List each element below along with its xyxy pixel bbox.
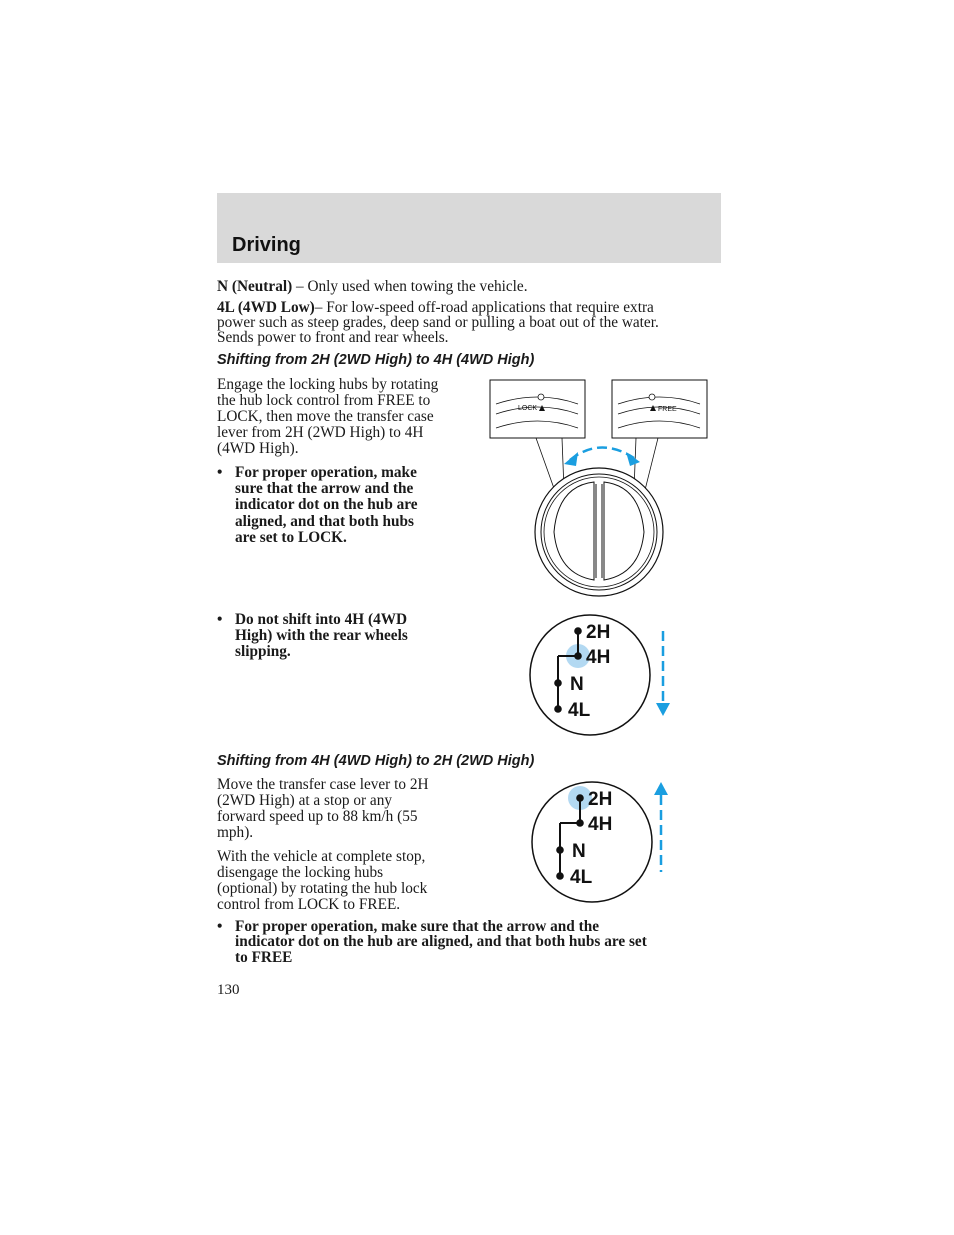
- position-label-4h: 4H: [588, 814, 613, 835]
- position-dot: [576, 819, 584, 827]
- page-number: 130: [217, 982, 240, 998]
- position-dot: [574, 627, 582, 635]
- position-dot: [556, 872, 564, 880]
- section1-body-line: Engage the locking hubs by rotating: [217, 376, 439, 393]
- position-dot: [554, 705, 562, 713]
- position-label-4l: 4L: [568, 700, 591, 721]
- bullet-line: For proper operation, make sure that the arrow and the: [235, 918, 599, 935]
- section2-body-line: disengage the locking hubs: [217, 864, 384, 881]
- free-label: FREE: [658, 406, 677, 413]
- low-term: 4L (4WD Low): [217, 299, 315, 316]
- arrow-right-icon: [626, 452, 640, 466]
- lock-inset: [490, 380, 585, 438]
- hub-dial: [535, 468, 663, 596]
- arrow-up-icon: [654, 782, 668, 795]
- lock-label: LOCK: [518, 405, 538, 412]
- bullet-line: indicator dot on the hub are aligned, and that both hubs are set: [235, 933, 647, 950]
- arrow-left-icon: [564, 452, 578, 466]
- position-dot: [556, 846, 564, 854]
- position-dot: [576, 794, 584, 802]
- section2-bullet: [217, 919, 727, 969]
- section2-body-line: control from LOCK to FREE.: [217, 896, 401, 913]
- position-label-2h: 2H: [588, 789, 613, 810]
- bullet-line: sure that the arrow and the: [235, 480, 414, 497]
- section2-heading: Shifting from 4H (4WD High) to 2H (2WD High): [217, 753, 535, 769]
- neutral-term: N (Neutral): [217, 278, 293, 295]
- arrow-down-icon: [656, 703, 670, 716]
- rotation-arrow: [570, 447, 634, 460]
- section2-body-line: (optional) by rotating the hub lock: [217, 880, 428, 897]
- hub-lock-diagram: [488, 378, 710, 596]
- indicator-dot-icon: [538, 394, 544, 400]
- bullet-line: aligned, and that both hubs: [235, 513, 414, 530]
- low-paragraph-line3: Sends power to front and rear wheels.: [217, 329, 449, 346]
- position-dot: [574, 652, 582, 660]
- section1-bullet-1: [217, 465, 477, 549]
- bullet-dot: •: [217, 611, 223, 628]
- section2-body-line: With the vehicle at complete stop,: [217, 848, 426, 865]
- section2-body-line: mph).: [217, 824, 254, 841]
- bullet-line: to FREE: [235, 949, 293, 966]
- section2-body-line: Move the transfer case lever to 2H: [217, 776, 429, 793]
- position-label-n: N: [572, 841, 586, 862]
- bullet-line: slipping.: [235, 643, 291, 660]
- position-label-4h: 4H: [586, 647, 611, 668]
- section1-bullet-2: [217, 612, 477, 662]
- position-label-n: N: [570, 674, 584, 695]
- shift-pattern-diagram-2: [530, 780, 680, 905]
- low-paragraph-line2: power such as steep grades, deep sand or pulling a boat out of the water.: [217, 314, 659, 331]
- bullet-line: are set to LOCK.: [235, 529, 347, 546]
- position-label-2h: 2H: [586, 622, 611, 643]
- section-title: Driving: [232, 234, 301, 256]
- shift-pattern-diagram-1: [528, 615, 678, 740]
- bullet-line: High) with the rear wheels: [235, 627, 408, 644]
- bullet-line: Do not shift into 4H (4WD: [235, 611, 408, 628]
- section1-body-line: LOCK, then move the transfer case: [217, 408, 434, 425]
- section1-heading: Shifting from 2H (2WD High) to 4H (4WD High): [217, 352, 535, 368]
- indicator-dot-icon: [649, 394, 655, 400]
- bullet-dot: •: [217, 918, 223, 935]
- low-text-1: – For low-speed off-road applications that require extra: [314, 299, 654, 316]
- section1-body-line: the hub lock control from FREE to: [217, 392, 431, 409]
- position-dot: [554, 679, 562, 687]
- section2-body-line: (2WD High) at a stop or any: [217, 792, 393, 809]
- position-label-4l: 4L: [570, 867, 593, 888]
- section1-body-line: lever from 2H (2WD High) to 4H: [217, 424, 424, 441]
- section1-body-line: (4WD High).: [217, 440, 299, 457]
- section2-body-line: forward speed up to 88 km/h (55: [217, 808, 418, 825]
- neutral-paragraph: [217, 279, 528, 295]
- bullet-line: For proper operation, make: [235, 464, 417, 481]
- neutral-text: – Only used when towing the vehicle.: [292, 278, 528, 295]
- bullet-dot: •: [217, 464, 223, 481]
- bullet-line: indicator dot on the hub are: [235, 496, 418, 513]
